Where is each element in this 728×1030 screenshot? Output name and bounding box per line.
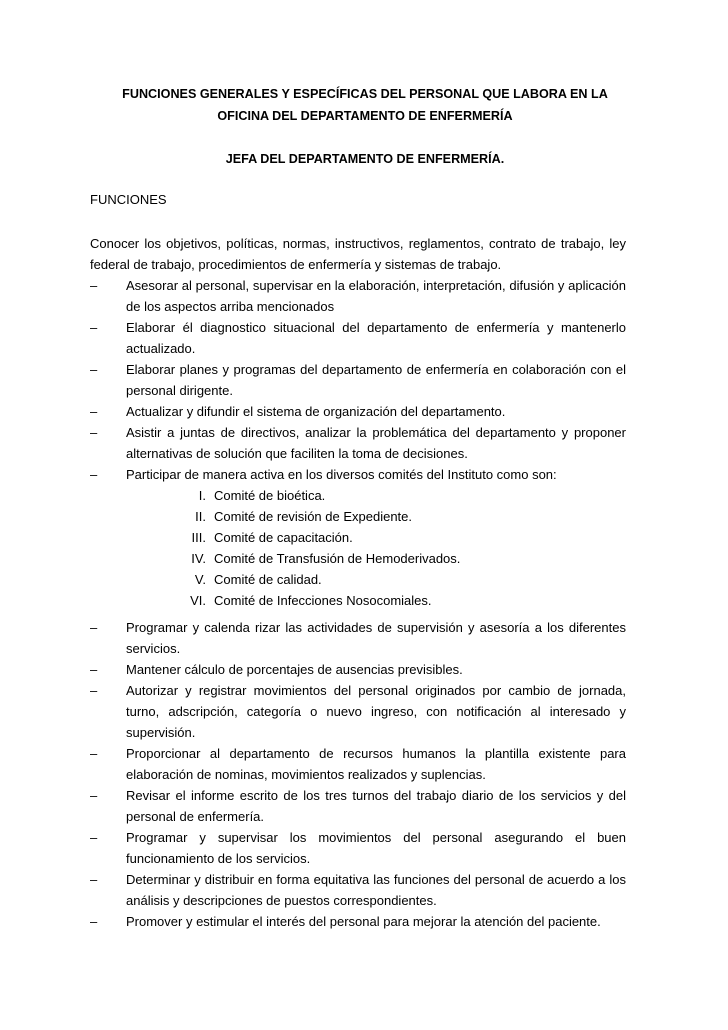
list-item [90, 275, 626, 317]
list-item-text: Asesorar al personal, supervisar en la elaboración, interpretación, difusión y aplicación de los aspectos arriba mencionados [126, 278, 626, 314]
committees-list [90, 485, 626, 611]
list-item [90, 680, 626, 743]
committee-item [90, 506, 626, 527]
list-item [90, 743, 626, 785]
committee-item [90, 548, 626, 569]
bullet-dash: – [90, 467, 98, 482]
functions-list-continued [90, 617, 626, 932]
functions-list [90, 275, 626, 485]
committee-name: Comité de Transfusión de Hemoderivados. [214, 551, 461, 566]
list-item-text: Proporcionar al departamento de recursos humanos la plantilla existente para elaboración de nominas, movimientos realizados y suplencias. [126, 746, 626, 782]
list-item [90, 659, 626, 680]
list-item-text: Asistir a juntas de directivos, analizar la problemática del departamento y proponer alternativas de solución que faciliten la toma de decisiones. [126, 425, 626, 461]
bullet-dash: – [90, 425, 98, 440]
bullet-dash: – [90, 278, 98, 293]
list-item-text: Elaborar planes y programas del departamento de enfermería en colaboración con el personal dirigente. [126, 362, 626, 398]
committee-name: Comité de bioética. [214, 488, 326, 503]
committee-name: Comité de calidad. [214, 572, 322, 587]
list-item [90, 869, 626, 911]
bullet-dash: – [90, 620, 98, 635]
roman-numeral: III. [191, 530, 206, 545]
list-item-text: Programar y supervisar los movimientos del personal asegurando el buen funcionamiento de los servicios. [126, 830, 626, 866]
list-item-text: Actualizar y difundir el sistema de organización del departamento. [126, 404, 506, 419]
bullet-dash: – [90, 662, 98, 677]
list-item [90, 617, 626, 659]
list-item-text: Autorizar y registrar movimientos del personal originados por cambio de jornada, turno, adscripción, categoría o nuevo ingreso, con notificación al interesado y supervisión. [126, 683, 626, 740]
committee-item [90, 569, 626, 590]
list-item-text: Elaborar él diagnostico situacional del departamento de enfermería y mantenerlo actualizado. [126, 320, 626, 356]
roman-numeral: V. [194, 572, 206, 587]
bullet-dash: – [90, 914, 98, 929]
list-item-text: Revisar el informe escrito de los tres turnos del trabajo diario de los servicios y del personal de enfermería. [126, 788, 626, 824]
document-subtitle: JEFA DEL DEPARTAMENTO DE ENFERMERÍA. [225, 152, 505, 166]
list-item-text: Programar y calenda rizar las actividades de supervisión y asesoría a los diferentes servicios. [126, 620, 626, 656]
bullet-dash: – [90, 830, 98, 845]
committee-item [90, 527, 626, 548]
committee-name: Comité de revisión de Expediente. [214, 509, 413, 524]
bullet-dash: – [90, 746, 98, 761]
roman-numeral: II. [195, 509, 206, 524]
roman-numeral: VI. [190, 593, 206, 608]
list-item-text: Mantener cálculo de porcentajes de ausencias previsibles. [126, 662, 463, 677]
committee-item [90, 485, 626, 506]
list-item-text: Determinar y distribuir en forma equitativa las funciones del personal de acuerdo a los análisis y descripciones de puestos correspondientes. [126, 872, 626, 908]
section-heading: FUNCIONES [90, 192, 167, 207]
bullet-dash: – [90, 320, 98, 335]
bullet-dash: – [90, 788, 98, 803]
intro-paragraph: Conocer los objetivos, políticas, normas, instructivos, reglamentos, contrato de trabajo, ley federal de trabajo, procedimientos de enfermería y sistemas de trabajo. [90, 236, 626, 272]
committee-name: Comité de capacitación. [214, 530, 353, 545]
list-item [90, 317, 626, 359]
committee-name: Comité de Infecciones Nosocomiales. [214, 593, 432, 608]
list-item [90, 464, 626, 485]
committee-item [90, 590, 626, 611]
list-item [90, 359, 626, 401]
bullet-dash: – [90, 872, 98, 887]
list-item [90, 827, 626, 869]
list-item [90, 422, 626, 464]
roman-numeral: IV. [191, 551, 206, 566]
list-item-text: Participar de manera activa en los diversos comités del Instituto como son: [126, 467, 557, 482]
list-item-text: Promover y estimular el interés del personal para mejorar la atención del paciente. [126, 914, 601, 929]
bullet-dash: – [90, 683, 98, 698]
document-title-line-1: FUNCIONES GENERALES Y ESPECÍFICAS DEL PERSONAL QUE LABORA EN LA [122, 87, 608, 101]
list-item [90, 911, 626, 932]
bullet-dash: – [90, 404, 98, 419]
bullet-dash: – [90, 362, 98, 377]
list-item [90, 401, 626, 422]
document-title-line-2: OFICINA DEL DEPARTAMENTO DE ENFERMERÍA [217, 109, 513, 123]
roman-numeral: I. [198, 488, 206, 503]
list-item [90, 785, 626, 827]
